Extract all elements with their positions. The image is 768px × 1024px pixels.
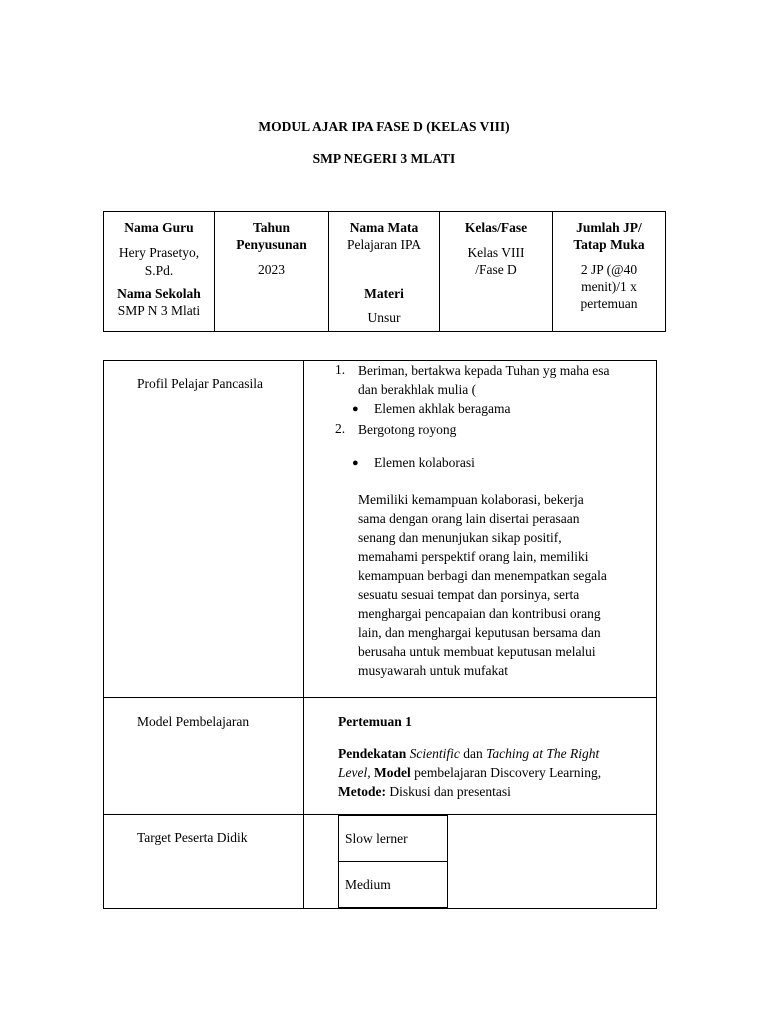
tarl-text: Taching at The Right — [486, 746, 600, 761]
tahun-value: 2023 — [258, 262, 285, 277]
main-table — [103, 360, 657, 909]
kelas-label: Kelas/Fase — [464, 220, 528, 235]
pendekatan-line1 — [338, 744, 648, 763]
bullet-icon: ● — [352, 403, 359, 415]
bullet-icon: ● — [352, 457, 359, 469]
col-jumlah-jp — [553, 212, 665, 331]
description-line: senang dan menunjukan sikap positif, — [358, 530, 562, 545]
nama-guru-line2: S.Pd. — [144, 263, 174, 278]
jp-line1: 2 JP (@40 — [580, 262, 638, 277]
column-divider — [303, 815, 304, 908]
nama-sekolah-label: Nama Sekolah — [117, 286, 201, 301]
nama-guru-line1: Hery Prasetyo, — [118, 245, 200, 260]
profil-label: Profil Pelajar Pancasila — [137, 376, 263, 391]
dan-text: dan — [463, 746, 483, 761]
model-text: pembelajaran Discovery Learning, — [414, 765, 602, 780]
col-mata-pelajaran — [329, 212, 440, 331]
description-line: lain, dan menghargai keputusan bersama dan — [358, 625, 601, 640]
description-line: musyawarah untuk mufakat — [358, 663, 508, 678]
pendekatan-line2 — [338, 763, 648, 782]
item2-number: 2. — [335, 421, 346, 436]
nama-sekolah-value: SMP N 3 Mlati — [117, 303, 201, 318]
item2-text: Bergotong royong — [358, 422, 457, 437]
item1-line2: dan berakhlak mulia ( — [358, 382, 477, 397]
target-option-slow: Slow lerner — [339, 816, 447, 862]
jp-label-line2: Tatap Muka — [573, 237, 645, 252]
item2-bullet-text: Elemen kolaborasi — [374, 455, 475, 470]
kelas-line1: Kelas VIII — [467, 245, 525, 260]
description-line: sama dengan orang lain disertai perasaan — [358, 511, 580, 526]
kelas-line2: /Fase D — [475, 262, 517, 277]
column-divider — [303, 361, 304, 697]
document-title: MODUL AJAR IPA FASE D (KELAS VIII) — [258, 119, 510, 134]
col-nama-guru — [104, 212, 215, 331]
description-line: kemampuan berbagi dan menempatkan segala — [358, 568, 607, 583]
pertemuan-heading: Pertemuan 1 — [338, 714, 412, 729]
target-label: Target Peserta Didik — [137, 830, 248, 845]
tarl-level-text: Level, — [338, 765, 371, 780]
metode-label: Metode: — [338, 784, 386, 799]
row-target-peserta — [104, 815, 656, 908]
jp-line3: pertemuan — [580, 296, 638, 311]
description-line: menghargai pencapaian dan kontribusi orang — [358, 606, 601, 621]
col-kelas-fase — [440, 212, 553, 331]
school-name: SMP NEGERI 3 MLATI — [312, 151, 456, 166]
item1-line1: Beriman, bertakwa kepada Tuhan yg maha esa — [358, 363, 610, 378]
tahun-label-line1: Tahun — [252, 220, 291, 235]
item1-bullet-text: Elemen akhlak beragama — [374, 401, 511, 416]
item1-number: 1. — [335, 362, 346, 377]
mapel-label: Nama Mata — [349, 220, 419, 235]
scientific-text: Scientific — [409, 746, 460, 761]
mapel-value: Pelajaran IPA — [346, 237, 422, 252]
description-line: memahami perspektif orang lain, memiliki — [358, 549, 589, 564]
pendekatan-label: Pendekatan — [338, 746, 407, 761]
description-line: berusaha untuk membuat keputusan melalui — [358, 644, 596, 659]
jp-label-line1: Jumlah JP/ — [576, 220, 642, 235]
target-options-table — [338, 815, 448, 908]
model-label: Model Pembelajaran — [137, 714, 250, 729]
metode-line — [338, 782, 648, 801]
materi-value: Unsur — [367, 310, 401, 325]
metode-text: Diskusi dan presentasi — [389, 784, 511, 799]
description-line: Memiliki kemampuan kolaborasi, bekerja — [358, 492, 584, 507]
row-model-pembelajaran — [104, 698, 656, 815]
header-table — [103, 211, 666, 332]
target-option-medium: Medium — [345, 877, 391, 892]
column-divider — [303, 698, 304, 814]
col-tahun — [215, 212, 329, 331]
model-keyword: Model — [374, 765, 411, 780]
tahun-label-line2: Penyusunan — [236, 237, 307, 252]
description-line: sesuatu sesuai tempat dan porsinya, serta — [358, 587, 580, 602]
row-profil-pelajar — [104, 361, 656, 698]
jp-line2: menit)/1 x — [581, 279, 637, 294]
materi-label: Materi — [364, 286, 404, 301]
nama-guru-label: Nama Guru — [124, 220, 194, 235]
